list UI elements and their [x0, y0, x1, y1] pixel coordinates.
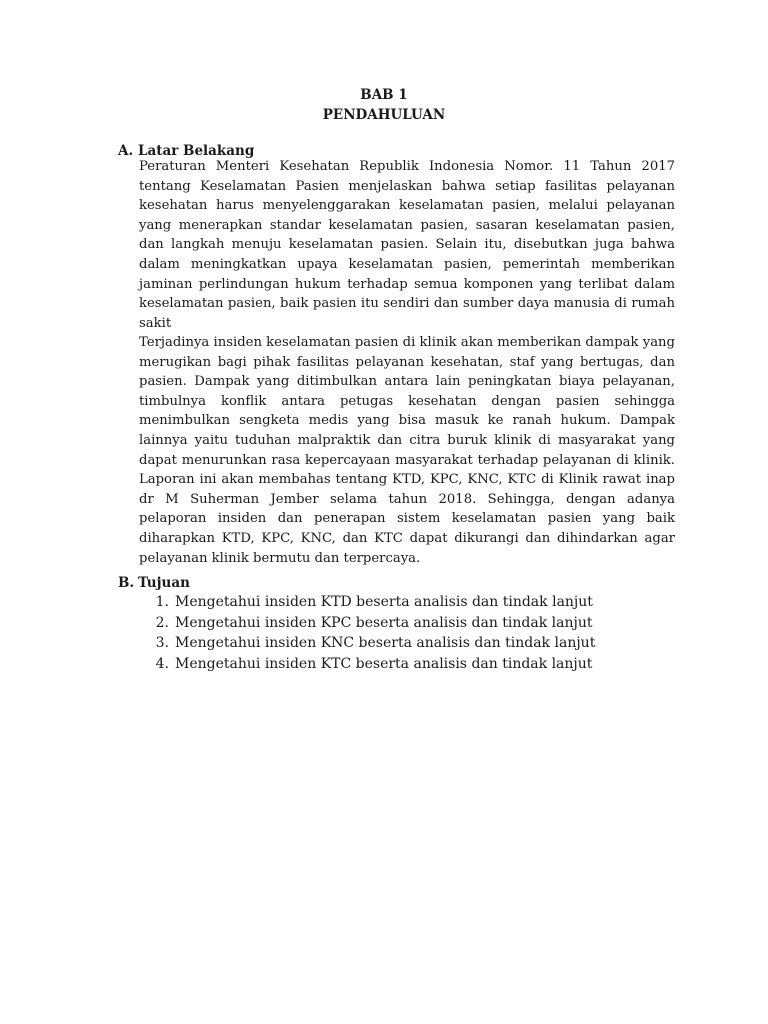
section-b-title: Tujuan — [138, 575, 190, 591]
list-item-number: 4. — [155, 655, 169, 672]
list-item-text: Mengetahui insiden KTC beserta analisis dan tindak lanjut — [175, 655, 593, 672]
section-a-letter: A. — [118, 143, 134, 159]
list-item-text: Mengetahui insiden KPC beserta analisis dan tindak lanjut — [175, 614, 593, 631]
list-item-number: 2. — [155, 614, 169, 631]
list-item-text: Mengetahui insiden KNC beserta analisis dan tindak lanjut — [175, 635, 596, 651]
list-item — [139, 592, 679, 613]
section-b-letter: B. — [118, 575, 135, 591]
chapter-number: BAB 1 — [360, 87, 408, 103]
objectives-list — [139, 592, 679, 674]
list-item — [139, 613, 679, 634]
list-item-text: Mengetahui insiden KTD beserta analisis dan tindak lanjut — [175, 594, 593, 610]
list-item-number: 1. — [155, 594, 169, 610]
list-item — [139, 633, 679, 654]
background-paragraph-2: Terjadinya insiden keselamatan pasien di klinik akan memberikan dampak yang merugikan bagi pihak fasilitas pelayanan kesehatan, staf yang bertugas, dan pasien. Dampak yang ditimbulkan antara lain peningkatan biaya pelayanan, timbulnya konflik antara petugas kesehatan dengan pasien sehingga menimbulkan sengketa medis yang bisa masuk ke ranah hukum. Dampak lainnya yaitu tuduhan malpraktik dan citra buruk klinik di masyarakat yang dapat menurunkan rasa kepercayaan masyarakat terhadap pelayanan di klinik. Laporan ini akan membahas tentang KTD, KPC, KNC, KTC di Klinik rawat inap dr M Suherman Jember selama tahun 2018. Sehingga, dengan adanya pelaporan insiden dan penerapan sistem keselamatan pasien yang baik diharapkan KTD, KPC, KNC, dan KTC dapat dikurangi dan dihindarkan agar pelayanan klinik bermutu dan terpercaya. — [139, 335, 675, 566]
background-paragraph-1: Peraturan Menteri Kesehatan Republik Indonesia Nomor. 11 Tahun 2017 tentang Keselamatan Pasien menjelaskan bahwa setiap fasilitas pelayanan kesehatan harus menyelenggarakan keselamatan pasien, melalui pelayanan yang menerapkan standar keselamatan pasien, sasaran keselamatan pasien, dan langkah menuju keselamatan pasien. Selain itu, disebutkan juga bahwa dalam meningkatkan upaya keselamatan pasien, pemerintah memberikan jaminan perlindungan hukum terhadap semua komponen yang terlibat dalam keselamatan pasien, baik pasien itu sendiri dan sumber daya manusia di rumah sakit — [139, 159, 675, 331]
chapter-title: PENDAHULUAN — [322, 107, 446, 123]
section-a-title: Latar Belakang — [138, 143, 255, 159]
list-item-number: 3. — [155, 635, 169, 651]
list-item — [139, 654, 679, 675]
section-b-heading — [118, 573, 190, 593]
